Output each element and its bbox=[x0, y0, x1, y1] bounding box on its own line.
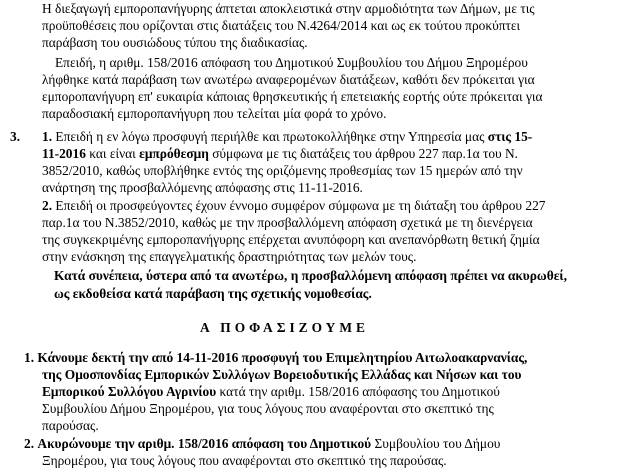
decision-item2-text-1b: Συμβουλίου του Δήμου bbox=[374, 436, 501, 451]
item3-number: 3. bbox=[10, 129, 21, 144]
decision-title: Α ΠΟΦΑΣΙΖΟΥΜΕ bbox=[200, 320, 369, 335]
item3-sub1-text-1a: Επειδή η εν λόγω προσφυγή περιήλθε και πρωτοκολλήθηκε στην Υπηρεσία μας bbox=[55, 129, 485, 144]
intro-line-3: παράβαση του ουσιώδους τύπου της διαδικασίας. bbox=[42, 35, 308, 50]
conclusion-line-1: Κατά συνέπεια, ύστερα από τα ανωτέρω, η προσβαλλόμενη απόφαση πρέπει να ακυρωθεί, bbox=[54, 268, 567, 283]
item3-sub1-line-1 bbox=[42, 129, 532, 145]
item3-sub1-date-start: στις 15- bbox=[487, 129, 533, 144]
decision-item2-line-2: Ξηρομέρου, για τους λόγους που αναφέρονται στο σκεπτικό της παρούσας. bbox=[42, 453, 447, 468]
decision-item1-line-2: της Ομοσπονδίας Εμπορικών Συλλόγων Βορειοδυτικής Ελλάδας και Νήσων και του bbox=[42, 367, 522, 382]
decision-item1-line-3 bbox=[42, 384, 500, 400]
item3-sub1-line-2 bbox=[42, 146, 518, 162]
para2-line-2: λήφθηκε κατά παράβαση των ανωτέρω αναφερομένων διατάξεων, καθότι δεν πρόκειται για bbox=[42, 72, 535, 87]
item3-sub2-line-3: της συγκεκριμένης εμποροπανήγυρης επέρχεται ανυπόφορη και ανεπανόρθωτη θετική ζημία bbox=[42, 232, 540, 247]
decision-item2-text-1a: Ακυρώνουμε την αριθμ. 158/2016 απόφαση του Δημοτικού bbox=[37, 436, 372, 451]
intro-line-1: Η διεξαγωγή εμποροπανήγυρης άπτεται αποκλειστικά στην αρμοδιότητα των Δήμων, με τις bbox=[42, 1, 535, 16]
decision-item1-association: Εμπορικού Συλλόγου Αγρινίου bbox=[42, 384, 217, 399]
decision-item1-line-5: παρούσας. bbox=[42, 418, 99, 433]
decision-item1-number: 1. bbox=[24, 350, 35, 365]
decision-item2-line-1 bbox=[24, 436, 500, 452]
decision-item1-line-4: Συμβουλίου Δήμου Ξηρομέρου, για τους λόγους που αναφέρονται στο σκεπτικό της bbox=[42, 401, 494, 416]
para2-line-4: παραδοσιακή εμποροπανήγυρη που τελείται μία φορά το χρόνο. bbox=[42, 106, 387, 121]
decision-item1-text-1: Κάνουμε δεκτή την από 14-11-2016 προσφυγή του Επιμελητηρίου Αιτωλοακαρνανίας, bbox=[37, 350, 528, 365]
item3-sub1-number: 1. bbox=[42, 129, 53, 144]
para2-line-3: εμποροπανήγυρη επ' ευκαιρία κάποιας θρησκευτικής ή επετειακής εορτής ούτε πρόκειται για bbox=[42, 89, 543, 104]
decision-item2-number: 2. bbox=[24, 436, 35, 451]
item3-sub2-line-2: παρ.1α του Ν.3852/2010, καθώς με την προσβαλλόμενη απόφαση σχετικά με τη διενέργεια bbox=[42, 215, 533, 230]
item3-sub1-line-3: 3852/2010, καθώς υποβλήθηκε εντός της οριζόμενης προθεσμίας των 15 ημερών από την bbox=[42, 163, 523, 178]
item3-sub1-timely: εμπρόθεσμη bbox=[139, 146, 209, 161]
item3-sub1-line-4: ανάρτηση της προσβαλλόμενης απόφασης στις 11-11-2016. bbox=[42, 180, 363, 195]
item3-sub2-text-1: Επειδή οι προσφεύγοντες έχουν έννομο συμφέρον σύμφωνα με τη διάταξη του άρθρου 227 bbox=[55, 198, 546, 213]
item3-sub2-line-1 bbox=[42, 198, 545, 214]
para2-line-1: Επειδή, η αριθμ. 158/2016 απόφαση του Δημοτικού Συμβουλίου του Δήμου Ξηρομέρου bbox=[55, 55, 528, 70]
item3-sub2-line-4: στην ενάσκηση της επαγγελματικής δραστηριότητας των μελών τους. bbox=[42, 249, 417, 264]
item3-sub1-date-end: 11-2016 bbox=[42, 146, 86, 161]
conclusion-line-2: ως εκδοθείσα κατά παράβαση της σχετικής νομοθεσίας. bbox=[54, 286, 372, 301]
item3-sub2-number: 2. bbox=[42, 198, 53, 213]
item3-sub1-text-2b: και είναι bbox=[89, 146, 136, 161]
intro-line-2: προϋποθέσεις που ορίζονται στις διατάξεις του Ν.4264/2014 και ως εκ τούτου προκύπτει bbox=[42, 18, 521, 33]
decision-item1-text-3b: κατά την αριθμ. 158/2016 απόφασης του Δημοτικού bbox=[219, 384, 500, 399]
item3-sub1-text-2d: σύμφωνα με τις διατάξεις του άρθρου 227 παρ.1α του Ν. bbox=[212, 146, 519, 161]
decision-item1-line-1 bbox=[24, 350, 527, 366]
